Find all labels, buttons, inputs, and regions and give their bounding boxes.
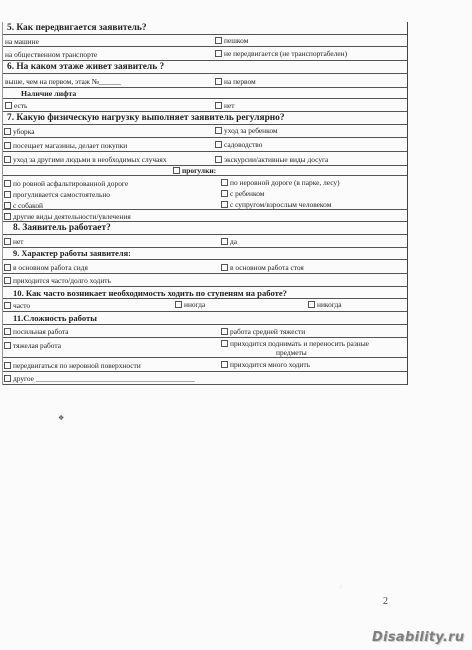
q11-option-manageable[interactable]: посильная работа [4, 327, 69, 336]
q11-option-lifting-cont: предметы [276, 348, 307, 357]
q8-option-no[interactable]: нет [4, 237, 23, 246]
q9-option-standing[interactable]: в основном работа стоя [221, 263, 304, 272]
q9-option-walking[interactable]: приходится часто/долго ходить [4, 276, 111, 285]
q9-title: 9. Характер работы заявителя: [3, 248, 407, 260]
q6-lift-heading: Наличие лифта [3, 88, 407, 99]
q10-option-never[interactable]: никогда [308, 300, 342, 309]
checkbox-icon[interactable] [4, 238, 11, 245]
q6-option-first-floor[interactable]: на первом [215, 77, 256, 86]
checkbox-icon[interactable] [308, 301, 315, 308]
q7-title: 7. Какую физическую нагрузку выполняет заявитель регулярно? [3, 112, 407, 125]
checkbox-icon[interactable] [4, 342, 11, 349]
q7-walk-flat-road[interactable]: по ровной асфальтированной дороге [4, 179, 128, 188]
checkbox-icon[interactable] [4, 156, 11, 163]
checkbox-icon[interactable] [215, 50, 222, 57]
q10-option-sometimes[interactable]: иногда [175, 300, 205, 309]
checkbox-icon[interactable] [173, 167, 180, 174]
q11-option-rough-surface[interactable]: передвигаться по неровной поверхности [4, 361, 141, 370]
checkbox-icon[interactable] [4, 180, 11, 187]
q11-option-other[interactable]: другое ___________________________________________ [4, 374, 195, 383]
checkbox-icon[interactable] [221, 238, 228, 245]
q11-option-much-walking[interactable]: приходится много ходить [221, 360, 310, 369]
checkbox-icon[interactable] [4, 375, 11, 382]
q11-option-lifting[interactable]: приходится поднимать и переносить разные [221, 339, 369, 348]
q6-option-lift-yes[interactable]: есть [5, 101, 27, 110]
checkbox-icon[interactable] [221, 179, 228, 186]
watermark-logo: Disability.ru [372, 630, 465, 645]
q7-walk-dog[interactable]: с собакой [4, 201, 43, 210]
checkbox-icon[interactable] [4, 213, 11, 220]
q11-option-medium[interactable]: работа средней тяжести [221, 327, 305, 336]
checkbox-icon[interactable] [4, 362, 11, 369]
checkbox-icon[interactable] [215, 37, 222, 44]
q7-option-gardening[interactable]: садоводство [215, 140, 262, 149]
checkbox-icon[interactable] [221, 190, 228, 197]
checkbox-icon[interactable] [215, 127, 222, 134]
q7-option-excursions[interactable]: экскурсии/активные виды досуга [215, 155, 328, 164]
checkbox-icon[interactable] [215, 141, 222, 148]
checkbox-icon[interactable] [4, 302, 11, 309]
q11-option-heavy[interactable]: тяжелая работа [4, 341, 61, 350]
checkbox-icon[interactable] [5, 102, 12, 109]
q7-option-care-others[interactable]: уход за другими людьми в необходимых случаях [4, 155, 167, 164]
checkbox-icon[interactable] [4, 191, 11, 198]
checkbox-icon[interactable] [221, 201, 228, 208]
q7-option-cleaning[interactable]: уборка [4, 127, 35, 136]
q5-option-not-moving[interactable]: не передвигается (не транспортабелен) [215, 49, 347, 58]
checkbox-icon[interactable] [4, 277, 11, 284]
q6-answer-above-first: выше, чем на первом, этаж №______ [5, 77, 121, 86]
q5-title: 5. Как передвигается заявитель? [3, 22, 407, 35]
q8-option-yes[interactable]: да [221, 237, 237, 246]
q7-walk-child[interactable]: с ребенком [221, 189, 264, 198]
q7-walk-alone[interactable]: прогуливается самостоятельно [4, 190, 110, 199]
q7-walk-spouse[interactable]: с супругом/взрослым человеком [221, 200, 331, 209]
checkbox-icon[interactable] [4, 202, 11, 209]
q7-walk-rough-road[interactable]: по неровной дороге (в парке, лесу) [221, 178, 340, 187]
q10-title: 10. Как часто возникает необходимость ходить по ступеням на работе? [3, 287, 407, 299]
checkbox-icon[interactable] [4, 128, 11, 135]
checkbox-icon[interactable] [221, 361, 228, 368]
q7-walks-heading[interactable]: прогулки: [173, 166, 216, 175]
checkbox-icon[interactable] [215, 78, 222, 85]
q6-option-lift-no[interactable]: нет [215, 101, 234, 110]
checkbox-icon[interactable] [4, 264, 11, 271]
q5-option-walk[interactable]: пешком [215, 36, 248, 45]
q9-option-sitting[interactable]: в основном работа сидя [4, 263, 88, 272]
page-number: 2 [383, 596, 388, 607]
questionnaire-form [2, 22, 408, 385]
checkbox-icon[interactable] [221, 264, 228, 271]
q10-option-often[interactable]: часто [4, 301, 30, 310]
q7-option-shopping[interactable]: посещает магазины, делает покупки [4, 141, 127, 150]
checkbox-icon[interactable] [4, 328, 11, 335]
checkbox-icon[interactable] [4, 142, 11, 149]
checkbox-icon[interactable] [175, 301, 182, 308]
checkbox-icon[interactable] [221, 340, 228, 347]
checkbox-icon[interactable] [221, 328, 228, 335]
checkbox-icon[interactable] [215, 102, 222, 109]
q5-answer-car: на машине [5, 37, 39, 46]
q11-title: 11.Сложность работы [3, 312, 407, 325]
checkbox-icon[interactable] [215, 156, 222, 163]
q7-option-childcare[interactable]: уход за ребенком [215, 126, 278, 135]
q6-title: 6. На каком этаже живет заявитель ? [3, 61, 407, 74]
scan-speck: ❖ [58, 414, 65, 422]
q8-title: 8. Заявитель работает? [3, 222, 407, 235]
q7-option-other-activities[interactable]: другие виды деятельности/увлечения [4, 212, 131, 221]
q5-answer-public-transport: на общественном транспорте [5, 50, 98, 59]
scan-mark: / [340, 585, 342, 591]
